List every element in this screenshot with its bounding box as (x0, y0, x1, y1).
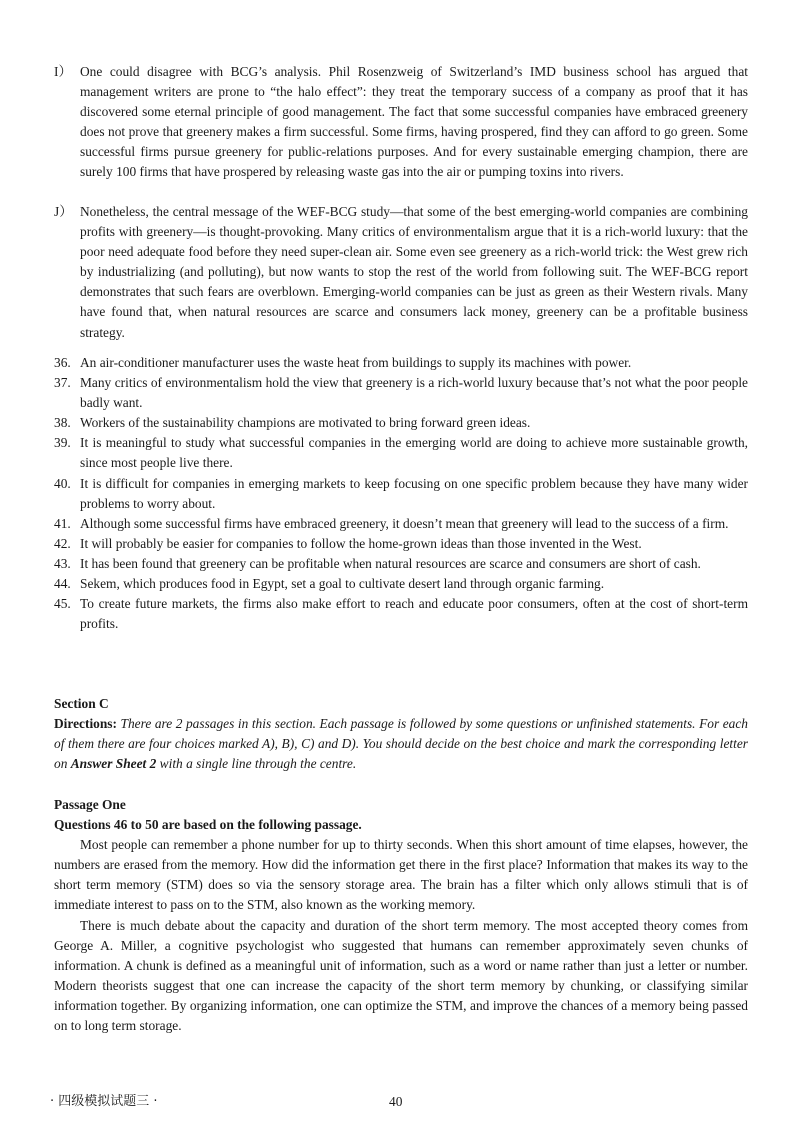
directions-end: with a single line through the centre. (156, 756, 357, 772)
statement-number: 45. (54, 596, 71, 612)
footer-exam-title: · 四级模拟试题三 · (50, 1094, 158, 1109)
answer-sheet-reference: Answer Sheet 2 (70, 756, 157, 772)
statement-number: 44. (54, 576, 71, 592)
passage-title: Passage One (54, 797, 126, 812)
statement-44 (54, 574, 748, 594)
passage-subtitle: Questions 46 to 50 are based on the following passage. (54, 817, 362, 833)
statement-41 (54, 514, 748, 534)
passage-one (54, 795, 748, 1036)
directions (54, 714, 748, 774)
statement-text: To create future markets, the firms also make effort to reach and educate poor consumers, often at the cost of short-term profits. (80, 596, 748, 632)
statement-37 (54, 373, 748, 413)
section-c (54, 694, 748, 774)
passage-paragraph: Most people can remember a phone number for up to thirty seconds. When this short amount of time elapses, however, the numbers are erased from the memory. How did the information get there in the first place? Information that makes its way to the short term memory (STM) does so via the sensory storage area. The brain has a filter which only allows stimuli that is of immediate interest to pass on to the STM, also known as the working memory. (54, 837, 748, 913)
statement-text: Sekem, which produces food in Egypt, set a goal to cultivate desert land through organic farming. (80, 576, 605, 592)
statement-45 (54, 594, 748, 634)
statement-number: 41. (54, 515, 71, 531)
paragraph-j (54, 202, 748, 343)
paragraph-label: I） (54, 64, 72, 79)
statement-text: Although some successful firms have embraced greenery, it doesn’t mean that greenery will lead to the success of a firm. (80, 515, 729, 531)
statement-number: 39. (54, 435, 71, 451)
statement-43 (54, 554, 748, 574)
statement-number: 36. (54, 355, 71, 370)
statement-text: An air-conditioner manufacturer uses the waste heat from buildings to supply its machines with power. (80, 355, 632, 370)
statement-38 (54, 413, 748, 433)
statement-text: Many critics of environmentalism hold the view that greenery is a rich-world luxury because that’s not what the poor people badly want. (80, 375, 748, 411)
statement-text: It is difficult for companies in emerging markets to keep focusing on one specific problem because they have many wider problems to worry about. (80, 475, 748, 511)
section-title: Section C (54, 696, 109, 711)
statement-text: It will probably be easier for companies to follow the home-grown ideas than those invented in the West. (80, 535, 642, 551)
statement-39 (54, 433, 748, 473)
statement-number: 43. (54, 555, 71, 571)
statement-text: It has been found that greenery can be profitable when natural resources are scarce and consumers are short of cash. (80, 555, 701, 571)
paragraph-label: J） (54, 204, 73, 219)
statement-number: 38. (54, 415, 71, 431)
paragraph-text: One could disagree with BCG’s analysis. Phil Rosenzweig of Switzerland’s IMD business school has argued that management writers are prone to “the halo effect”: they treat the temporary success of a company as proof that it has discovered some eternal principle of good management. The fact that some successful companies have embraced greenery does not prove that greenery makes a firm successful. Some firms, having prospered, find they can afford to go green. Some successful firms pursue greenery for public-relations purposes. And for every sustainable emerging champion, there are surely 100 firms that have prospered by releasing waste gas into the air or pumping toxins into rivers. (80, 64, 748, 180)
statement-number: 42. (54, 535, 71, 551)
directions-text: There are 2 passages in this section. Each passage is followed by some questions or unfinished statements. For each of them there are four choices marked A), B), C) and D). You should decide on the best choice and mark the corresponding letter on (54, 716, 748, 772)
passage-paragraph: There is much debate about the capacity and duration of the short term memory. The most accepted theory comes from George A. Miller, a cognitive psychologist who suggested that humans can remember approximately seven chunks of information. A chunk is defined as a meaningful unit of information, such as a word or name rather than just a letter or number. Modern theorists suggest that one can increase the capacity of the short term memory by chunking, or classifying similar information together. By organizing information, one can optimize the STM, and improve the chances of a memory being passed on to long term storage. (54, 917, 748, 1034)
page-number: 40 (389, 1094, 403, 1109)
statement-text: It is meaningful to study what successful companies in the emerging world are doing to achieve more sustainable growth, since most people live there. (80, 435, 748, 471)
statement-text: Workers of the sustainability champions are motivated to bring forward green ideas. (80, 415, 531, 431)
directions-label: Directions: (54, 716, 117, 732)
statement-number: 40. (54, 475, 71, 491)
paragraph-i (54, 62, 748, 183)
paragraph-text: Nonetheless, the central message of the WEF-BCG study—that some of the best emerging-world companies are combining profits with greenery—is thought-provoking. Many critics of environmentalism argue that it is a rich-world luxury: that the poor need adequate food before they need super-clean air. Some even see greenery as a rich-world trick: the West grew rich by industrializing (and polluting), but now wants to stop the rest of the world from following suit. The WEF-BCG report demonstrates that such fears are overblown. Emerging-world companies can be just as green as their Western rivals. Many have found that, when natural resources are scarce and consumers lack money, greenery can be a profitable business strategy. (80, 204, 748, 340)
statement-number: 37. (54, 375, 71, 391)
statement-40 (54, 474, 748, 514)
statement-36 (54, 353, 748, 373)
statement-list (54, 353, 748, 634)
statement-42 (54, 534, 748, 554)
